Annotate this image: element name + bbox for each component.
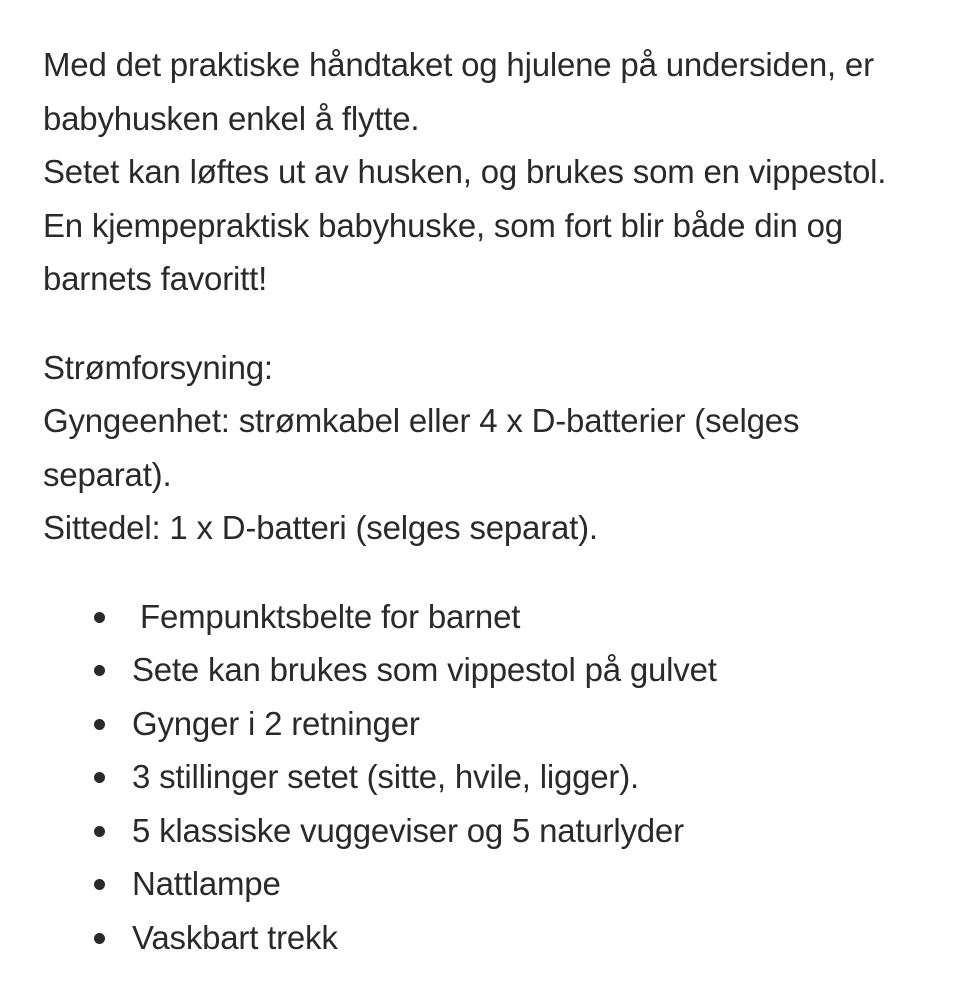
intro-line: Med det praktiske håndtaket og hjulene på undersiden, er (43, 46, 874, 83)
list-item (90, 804, 923, 858)
intro-paragraph (43, 38, 923, 306)
power-supply-heading: Strømforsyning: (43, 348, 273, 386)
product-description (43, 38, 923, 964)
power-supply-paragraph (43, 341, 923, 555)
list-item (90, 590, 923, 644)
list-item (90, 750, 923, 804)
power-supply-line: Sittedel: 1 x D-batteri (selges separat). (43, 509, 598, 546)
list-item (90, 643, 923, 697)
feature-text: 5 klassiske vuggeviser og 5 naturlyder (132, 811, 684, 849)
feature-list (43, 590, 923, 965)
bullet-icon (94, 719, 105, 730)
feature-text: Nattlampe (132, 865, 281, 902)
bullet-icon (94, 933, 105, 944)
list-item (90, 911, 923, 965)
feature-text: Vaskbart trekk (132, 918, 338, 956)
feature-text: Sete kan brukes som vippestol på gulvet (132, 651, 717, 688)
bullet-icon (94, 826, 105, 837)
bullet-icon (94, 772, 105, 783)
bullet-icon (94, 665, 105, 676)
intro-line: En kjempepraktisk babyhuske, som fort blir både din og (43, 206, 843, 244)
list-item (90, 857, 923, 911)
feature-text: 3 stillinger setet (sitte, hvile, ligger). (132, 758, 639, 795)
bullet-icon (94, 612, 105, 623)
intro-line: Setet kan løftes ut av husken, og brukes som en vippestol. (43, 153, 887, 190)
bullet-icon (94, 879, 105, 890)
power-supply-line: Gyngeenhet: strømkabel eller 4 x D-batterier (selges (43, 402, 800, 439)
intro-line: barnets favoritt! (43, 260, 268, 297)
feature-text: Fempunktsbelte for barnet (140, 597, 521, 635)
feature-text: Gynger i 2 retninger (132, 704, 420, 742)
paragraph-spacer (43, 555, 923, 590)
paragraph-spacer (43, 306, 923, 341)
list-item (90, 697, 923, 751)
power-supply-line: separat). (43, 455, 172, 493)
intro-line: babyhusken enkel å flytte. (43, 99, 420, 137)
